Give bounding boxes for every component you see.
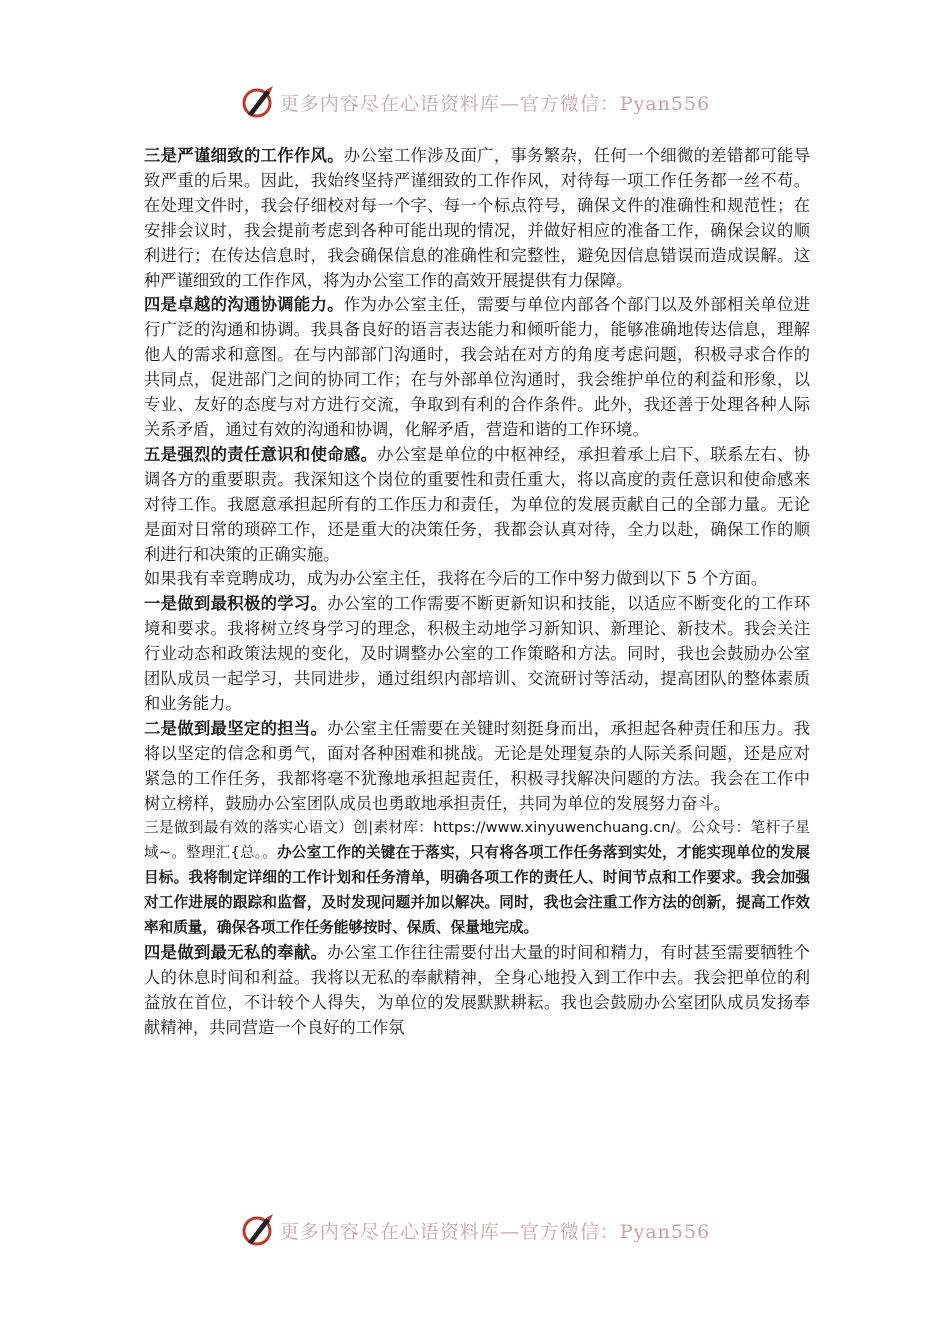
paragraph-8-lead: 四是做到最无私的奉献。 (144, 943, 328, 962)
paragraph-1-body: 办公室工作涉及面广，事务繁杂，任何一个细微的差错都可能导致严重的后果。因此，我始终坚持严谨细致的工作作风，对待每一项工作任务都一丝不苟。在处理文件时，我会仔细校对每一个字、每一个标点符号，确保文件的准确性和规范性；在安排会议时，我会提前考虑到各种可能出现的情况，并做好相应的准备工作，确保会议的顺利进行；在传达信息时，我会确保信息的准确性和完整性，避免因信息错误而造成误解。这种严谨细致的工作作风，将为办公室工作的高效开展提供有力保障。 (144, 146, 810, 290)
paragraph-2-body: 作为办公室主任，需要与单位内部各个部门以及外部相关单位进行广泛的沟通和协调。我具备良好的语言表达能力和倾听能力，能够准确地传达信息，理解他人的需求和意图。在与内部部门沟通时，我会站在对方的角度考虑问题，积极寻求合作的共同点，促进部门之间的协同工作；在与外部单位沟通时，我会维护单位的利益和形象，以专业、友好的态度与对方进行交流，争取到有利的合作条件。此外，我还善于处理各种人际关系矛盾，通过有效的沟通和协调，化解矛盾，营造和谐的工作环境。 (144, 295, 810, 439)
paragraph-5-lead: 一是做到最积极的学习。 (144, 594, 328, 614)
paragraph-3-lead: 五是强烈的责任意识和使命感。 (144, 444, 378, 464)
paragraph-8-body: 办公室工作往往需要付出大量的时间和精力，有时甚至需要牺牲个人的休息时间和利益。我将以无私的奉献精神，全身心地投入到工作中去。我会把单位的利益放在首位，不计较个人得失，为单位的发展默默耕耘。我也会鼓励办公室团队成员发扬奉献精神，共同营造一个良好的工作氛 (144, 943, 810, 1037)
paragraph-4-body: 如果我有幸竞聘成功，成为办公室主任，我将在今后的工作中努力做到以下 5 个方面。 (144, 569, 768, 589)
footer-banner (0, 1210, 950, 1250)
banner-text: 更多内容尽在心语资料库—官方微信：Pyan556 (279, 92, 711, 115)
paragraph-5-body: 办公室的工作需要不断更新知识和技能，以适应不断变化的工作环境和要求。我将树立终身学习的理念，积极主动地学习新知识、新理论、新技术。我会关注行业动态和政策法规的变化，及时调整办公室的工作策略和方法。同时，我也会鼓励办公室团队成员一起学习，共同进步，通过组织内部培训、交流研讨等活动，提高团队的整体素质和业务能力。 (144, 594, 810, 713)
paragraph-6 (144, 717, 810, 817)
paragraph-7-plain: 三是做到最有效的落实心语文）创|素材库：https://www.xinyuwenchuang.cn/。公众号：笔杆子星域~。整理汇{总。。 (144, 819, 810, 862)
paragraph-3 (144, 443, 810, 568)
paragraph-7-bold: 办公室工作的关键在于落实，只有将各项工作任务落到实处，才能实现单位的发展目标。我将制定详细的工作计划和任务清单，明确各项工作的责任人、时间节点和工作要求。我会加强对工作进展的跟踪和监督，及时发现问题并加以解决。同时，我也会注重工作方法的创新，提高工作效率和质量，确保各项工作任务能够按时、保质、保量地完成。 (144, 844, 810, 937)
paragraph-4 (144, 567, 810, 592)
paragraph-6-lead: 二是做到最坚定的担当。 (144, 718, 328, 738)
paragraph-1 (144, 144, 810, 293)
paragraph-3-body: 办公室是单位的中枢神经，承担着承上启下、联系左右、协调各方的重要职责。我深知这个岗位的重要性和责任重大，将以高度的责任意识和使命感来对待工作。我愿意承担起所有的工作压力和责任，为单位的发展贡献自己的全部力量。无论是面对日常的琐碎工作，还是重大的决策任务，我都会认真对待，全力以赴，确保工作的顺利进行和决策的正确实施。 (144, 444, 810, 564)
banner-text: 更多内容尽在心语资料库—官方微信：Pyan556 (279, 1220, 711, 1243)
header-banner (0, 82, 950, 122)
paragraph-5 (144, 592, 810, 717)
paragraph-2 (144, 293, 810, 442)
paragraph-2-lead: 四是卓越的沟通协调能力。 (144, 295, 344, 315)
quill-pen-icon (240, 1212, 276, 1248)
paragraph-7 (144, 816, 810, 941)
paragraph-8 (144, 941, 810, 1041)
paragraph-6-body: 办公室主任需要在关键时刻挺身而出，承担起各种责任和压力。我将以坚定的信念和勇气，面对各种困难和挑战。无论是处理复杂的人际关系问题，还是应对紧急的工作任务，我都将毫不犹豫地承担起责任，积极寻找解决问题的方法。我会在工作中树立榜样，鼓励办公室团队成员也勇敢地承担责任，共同为单位的发展努力奋斗。 (144, 718, 810, 813)
quill-pen-icon (240, 84, 276, 120)
document-body (144, 144, 810, 1041)
paragraph-1-lead: 三是严谨细致的工作作风。 (144, 146, 344, 165)
